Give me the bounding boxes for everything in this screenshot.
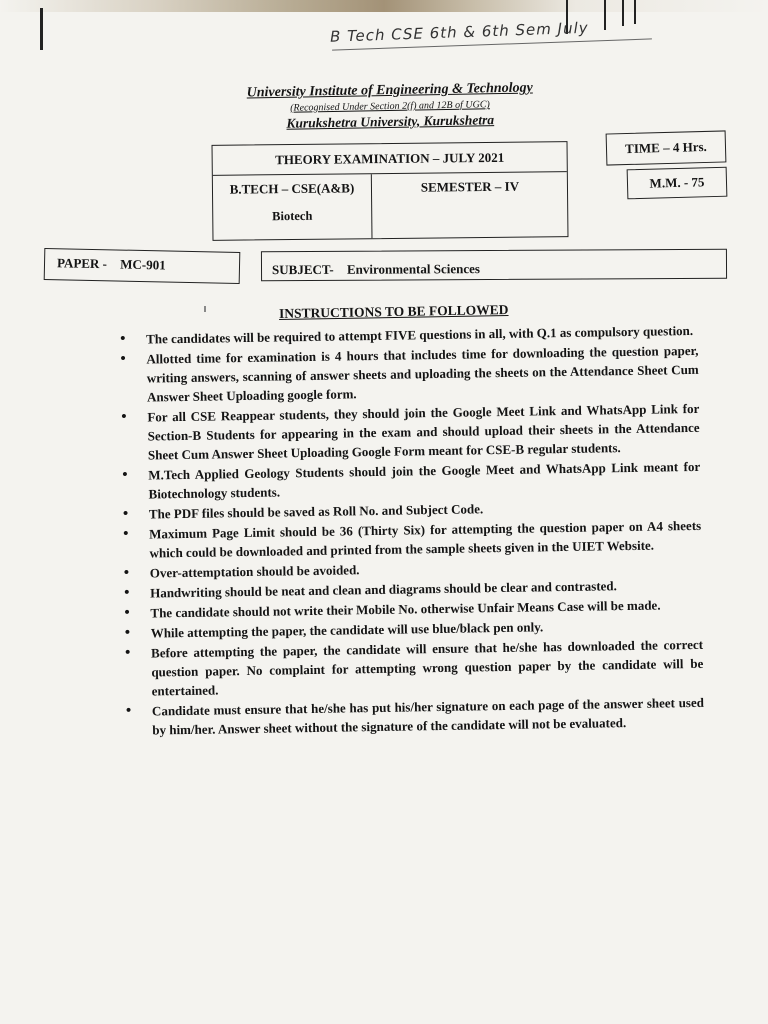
instruction-text: Over-attemptation should be avoided.	[149, 562, 360, 581]
instructions-list	[118, 321, 704, 741]
bullet-icon: •	[124, 644, 131, 661]
instruction-item	[123, 635, 704, 701]
bullet-icon: •	[124, 584, 130, 601]
max-marks-box: M.M. - 75	[627, 167, 728, 200]
subject-box	[261, 249, 727, 281]
instruction-text: While attempting the paper, the candidate will use blue/black pen only.	[150, 619, 544, 641]
exam-title: THEORY EXAMINATION – JULY 2021	[213, 142, 567, 176]
instruction-text: Before attempting the paper, the candidate will ensure that he/she has downloaded the correct question paper. No complaint for attempting wrong question paper by the candidate will be entertained.	[150, 636, 704, 699]
instruction-item	[119, 399, 700, 465]
instruction-text: The candidates will be required to attempt FIVE questions in all, with Q.1 as compulsory question.	[146, 322, 694, 347]
subject-label: SUBJECT-	[271, 261, 334, 278]
bullet-icon: •	[120, 350, 126, 367]
paper-code: MC-901	[120, 256, 166, 273]
scan-top-edge	[0, 0, 768, 12]
bullet-icon: •	[124, 604, 130, 621]
branch-name: Biotech	[272, 208, 313, 224]
semester-label: SEMESTER – IV	[420, 178, 520, 195]
program-cell	[213, 174, 373, 240]
paper-code-box	[44, 248, 241, 284]
handwritten-note: B Tech CSE 6th & 6th Sem July	[329, 18, 589, 46]
scan-artifact	[204, 306, 206, 312]
pen-mark	[40, 8, 43, 50]
instruction-text: Handwriting should be neat and clean and diagrams should be clear and contrasted.	[150, 578, 617, 601]
recognition-note: (Recognised Under Section 2(f) and 12B of UGC)	[290, 99, 490, 114]
bullet-icon: •	[122, 466, 128, 483]
program-name: B.TECH – CSE(A&B)	[229, 180, 355, 197]
instruction-text: The PDF files should be saved as Roll No. and Subject Code.	[148, 501, 484, 522]
instruction-text: The candidate should not write their Mobile No. otherwise Unfair Means Case will be made.	[150, 597, 661, 621]
instruction-text: Candidate must ensure that he/she has put his/her signature on each page of the answer sheet used by him/her. Answer sheet without the signature of the candidate will not be evaluated.	[151, 694, 705, 738]
bullet-icon: •	[120, 330, 126, 347]
instruction-text: Allotted time for examination is 4 hours that includes time for downloading the question paper, writing answers, scanning of answer sheets and uploading the sheets on the Attendance Sheet Cum Answer Sheet Uploading google form.	[146, 342, 699, 405]
exam-info-table	[212, 141, 569, 241]
bullet-icon: •	[123, 564, 130, 581]
instruction-item	[118, 341, 699, 407]
bullet-icon: •	[122, 505, 129, 522]
time-box: TIME – 4 Hrs.	[606, 130, 727, 165]
subject-name: Environmental Sciences	[346, 261, 480, 277]
bullet-icon: •	[123, 525, 129, 542]
university-name: Kurukshetra University, Kurukshetra	[286, 112, 495, 131]
instruction-text: Maximum Page Limit should be 36 (Thirty Six) for attempting the question paper on A4 sheets which could be downloaded and printed from the sample sheets given in the UIET Website.	[149, 517, 702, 561]
instruction-item	[124, 693, 705, 740]
instructions-title: INSTRUCTIONS TO BE FOLLOWED	[278, 301, 509, 322]
instruction-text: M.Tech Applied Geology Students should join the Google Meet and WhatsApp Link meant for Biotechnology students.	[148, 458, 701, 502]
bullet-icon: •	[121, 408, 127, 425]
document-header	[200, 79, 581, 135]
bullet-icon: •	[125, 702, 132, 719]
instruction-text: For all CSE Reappear students, they should join the Google Meet Link and WhatsApp Link for Section-B Students for appearing in the exam and should upload their sheets in the Attendance Sheet Cum Answer Sheet Uploading Google Form meant for CSE-B regular students.	[147, 400, 700, 463]
institute-name: University Institute of Engineering & Technology	[246, 80, 533, 101]
paper-label: PAPER -	[56, 255, 108, 272]
bullet-icon: •	[124, 624, 131, 641]
